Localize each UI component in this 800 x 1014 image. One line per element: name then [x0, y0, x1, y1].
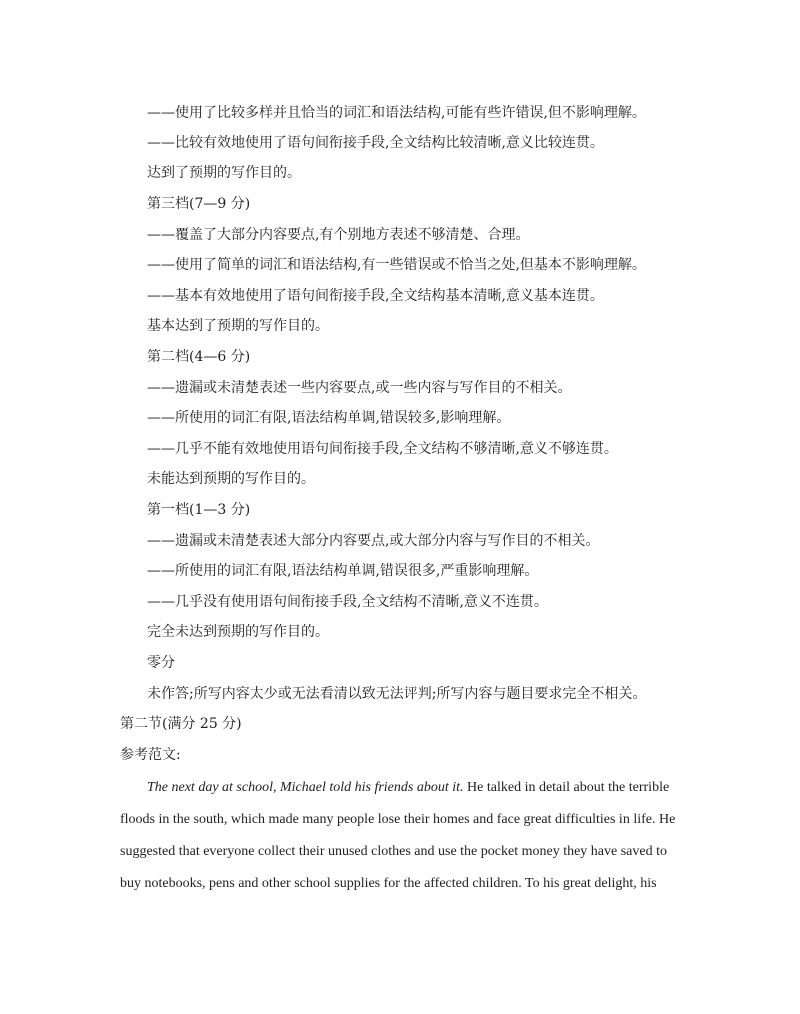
grade-heading: 第二档(4—6 分): [147, 349, 251, 365]
grade-heading: 零分: [147, 655, 175, 671]
rubric-line: ——几乎不能有效地使用语句间衔接手段,全文结构不够清晰,意义不够连贯。: [147, 441, 618, 457]
grade-heading: 第一档(1—3 分): [147, 502, 251, 518]
essay-line-2: floods in the south, which made many people lose their homes and face great difficulties in life. He: [120, 812, 676, 827]
rubric-line: ——几乎没有使用语句间衔接手段,全文结构不清晰,意义不连贯。: [147, 594, 548, 610]
rubric-line: ——遗漏或未清楚表述大部分内容要点,或大部分内容与写作目的不相关。: [147, 533, 600, 549]
rubric-line: 未作答;所写内容太少或无法看清以致无法评判;所写内容与题目要求完全不相关。: [147, 686, 647, 702]
essay-opening-sentence: The next day at school, Michael told his friends about it.: [147, 780, 464, 795]
rubric-line: 达到了预期的写作目的。: [147, 165, 301, 181]
rubric-line: ——覆盖了大部分内容要点,有个别地方表述不够清楚、合理。: [147, 227, 530, 243]
grade-heading: 第三档(7—9 分): [147, 196, 251, 212]
rubric-line: 基本达到了预期的写作目的。: [147, 318, 329, 334]
essay-line-3: suggested that everyone collect their unused clothes and use the pocket money they have saved to: [120, 844, 667, 859]
rubric-line: ——比较有效地使用了语句间衔接手段,全文结构比较清晰,意义比较连贯。: [147, 135, 604, 151]
sample-essay-label: 参考范文:: [120, 747, 181, 763]
rubric-line: ——使用了简单的词汇和语法结构,有一些错误或不恰当之处,但基本不影响理解。: [147, 257, 646, 273]
rubric-line: ——基本有效地使用了语句间衔接手段,全文结构基本清晰,意义基本连贯。: [147, 288, 604, 304]
rubric-line: 未能达到预期的写作目的。: [147, 471, 315, 487]
rubric-line: ——所使用的词汇有限,语法结构单调,错误很多,严重影响理解。: [147, 563, 539, 579]
rubric-line: ——遗漏或未清楚表述一些内容要点,或一些内容与写作目的不相关。: [147, 380, 572, 396]
rubric-line: 完全未达到预期的写作目的。: [147, 624, 329, 640]
essay-line-4: buy notebooks, pens and other school supplies for the affected children. To his great delight, his: [120, 876, 657, 891]
section-heading: 第二节(满分 25 分): [120, 716, 242, 732]
rubric-line: ——所使用的词汇有限,语法结构单调,错误较多,影响理解。: [147, 410, 511, 426]
essay-line-1: [147, 778, 707, 798]
rubric-line: ——使用了比较多样并且恰当的词汇和语法结构,可能有些许错误,但不影响理解。: [147, 105, 646, 121]
essay-text: He talked in detail about the terrible: [463, 780, 670, 795]
